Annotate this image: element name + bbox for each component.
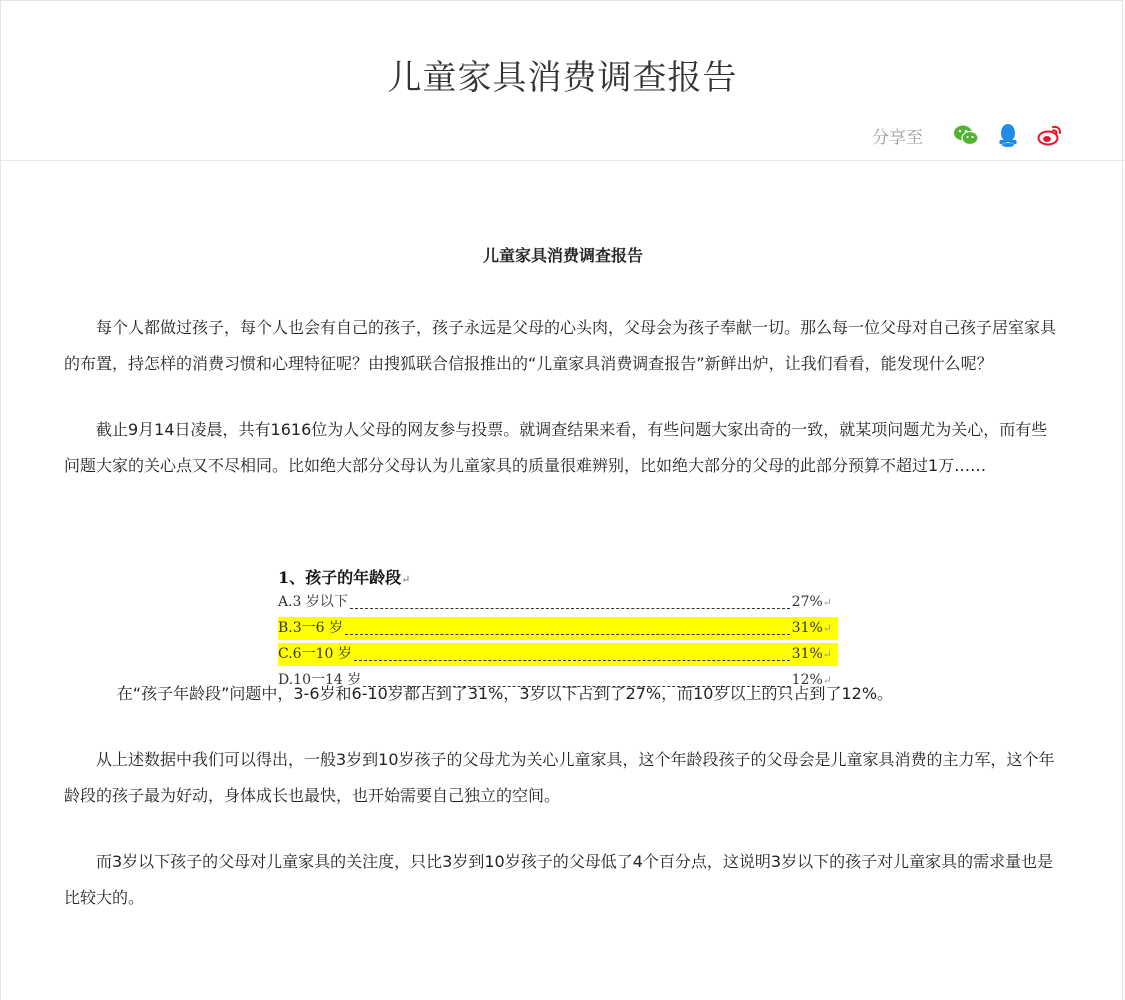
figure-option: B.3一6 岁 xyxy=(278,620,344,636)
dash-leader xyxy=(363,674,789,687)
share-bar xyxy=(872,122,1063,148)
figure-row-d: D.10一14 岁 12% ↵ xyxy=(278,669,838,692)
paragraph-intro: 每个人都做过孩子，每个人也会有自己的孩子，孩子永远是父母的心头肉，父母会为孩子奉献一切。那么每一位父母对自己孩子居室家具的布置，持怎样的消费习惯和心理特征呢？由搜狐联合信报推出的“儿童家具消费调查报告”新鲜出炉，让我们看看，能发现什么呢？ xyxy=(64,318,1057,373)
figure-option: A.3 岁以下 xyxy=(278,594,348,610)
figure-percent: 31% xyxy=(791,620,823,636)
weibo-icon[interactable] xyxy=(1037,122,1063,148)
age-survey-figure xyxy=(278,565,838,693)
figure-percent: 12% xyxy=(791,672,823,688)
dash-leader xyxy=(345,622,790,635)
figure-row-a: A.3 岁以下 27% ↵ xyxy=(278,591,838,614)
figure-percent: 31% xyxy=(791,646,823,662)
dash-leader xyxy=(350,596,790,609)
dash-leader xyxy=(354,648,790,661)
figure-row-b: B.3一6 岁 31% ↵ xyxy=(278,617,838,640)
wechat-icon[interactable] xyxy=(953,122,979,148)
paragraph-under-three: 而3岁以下孩子的父母对儿童家具的关注度，只比3岁到10岁孩子的父母低了4个百分点，这说明3岁以下的孩子对儿童家具的需求量也是比较大的。 xyxy=(64,852,1054,907)
article-title: 儿童家具消费调查报告 xyxy=(482,246,643,265)
figure-title: 1、孩子的年龄段↵ xyxy=(278,568,411,587)
qq-icon[interactable] xyxy=(995,122,1021,148)
page-title: 儿童家具消费调查报告 xyxy=(387,58,738,98)
share-label: 分享至 xyxy=(872,127,923,148)
figure-option: D.10一14 岁 xyxy=(278,672,362,688)
figure-option: C.6一10 岁 xyxy=(278,646,352,662)
paragraph-conclusion: 从上述数据中我们可以得出，一般3岁到10岁孩子的父母尤为关心儿童家具，这个年龄段孩子的父母会是儿童家具消费的主力军，这个年龄段的孩子最为好动，身体成长也最快，也开始需要自己独立的空间。 xyxy=(64,750,1055,805)
figure-row-c: C.6一10 岁 31% ↵ xyxy=(278,643,838,666)
paragraph-age-stats: 在“孩子年龄段”问题中，3-6岁和6-10岁都占到了31%，3岁以下占到了27%，而10岁以上的只占到了12%。 xyxy=(116,684,894,703)
header xyxy=(0,0,1125,161)
paragraph-survey: 截止9月14日凌晨，共有1616位为人父母的网友参与投票。就调查结果来看，有些问题大家出奇的一致，就某项问题尤为关心，而有些问题大家的关心点又不尽相同。比如绝大部分父母认为儿童家具的质量很难辨别，比如绝大部分的父母的此部分预算不超过1万…… xyxy=(64,420,1048,475)
figure-percent: 27% xyxy=(791,594,823,610)
